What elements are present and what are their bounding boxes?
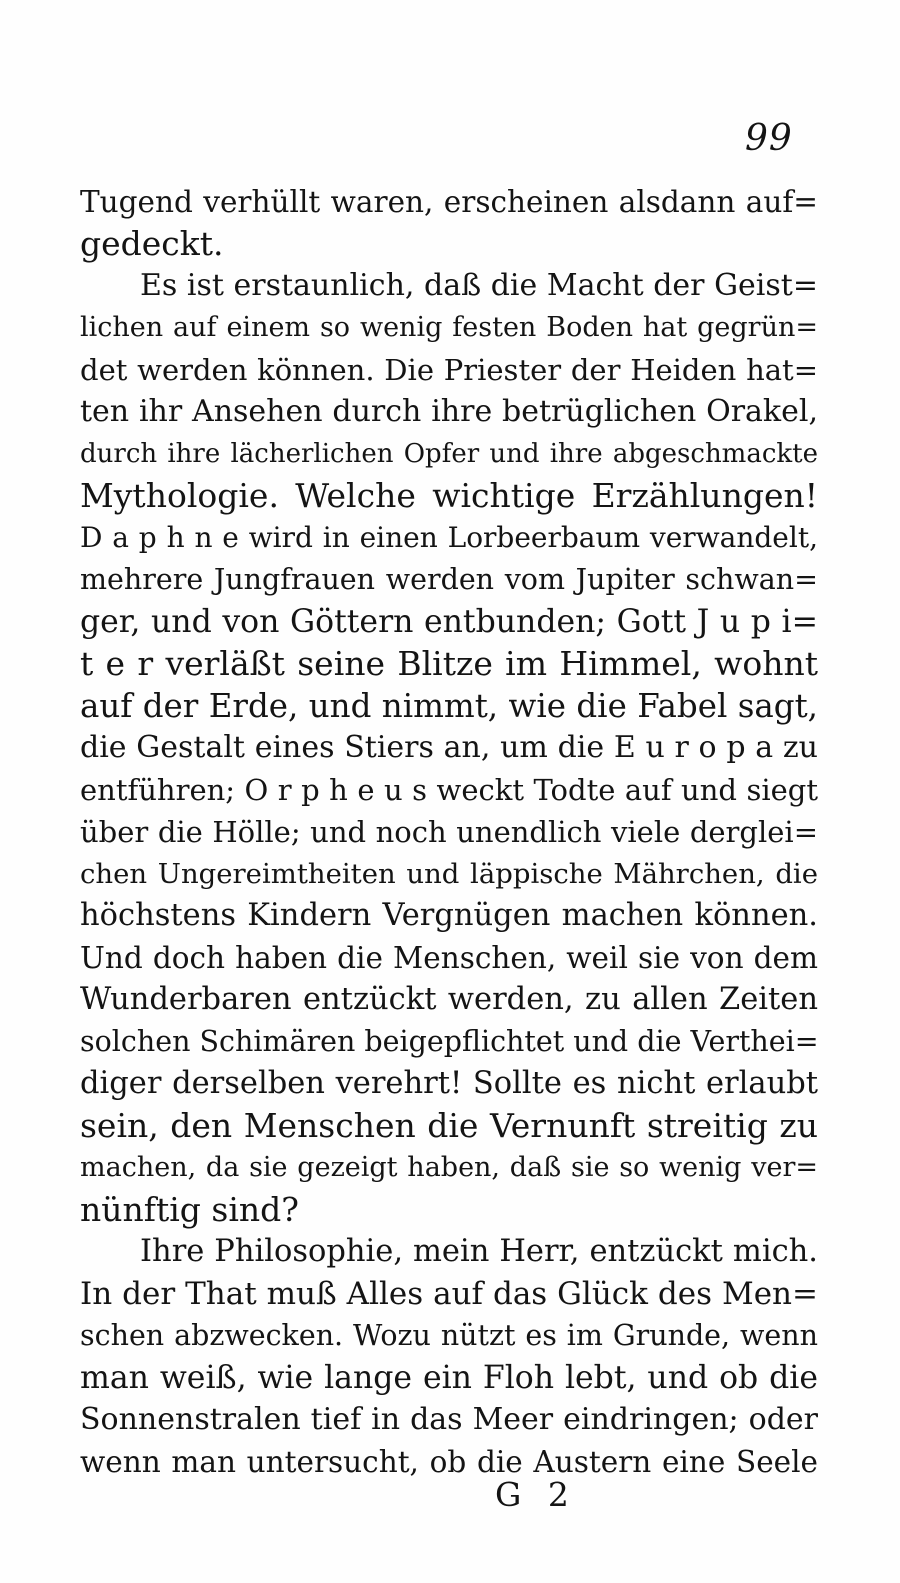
text-line: sein, den Menschen die Vernunft streitig zu: [80, 1106, 818, 1145]
text-line: auf der Erde, und nimmt, wie die Fabel sagt,: [80, 687, 818, 725]
text-line: solchen Schimären beigepflichtet und die Verthei=: [80, 1025, 819, 1058]
text-line: man weiß, wie lange ein Floh lebt, und ob die: [80, 1360, 818, 1396]
text-line: lichen auf einem so wenig festen Boden hat gegrün=: [80, 312, 818, 343]
text-line: entführen; O r p h e u s weckt Todte auf und siegt: [80, 773, 818, 807]
text-line: mehrere Jungfrauen werden vom Jupiter schwan=: [80, 563, 818, 596]
signature-mark: G 2: [495, 1475, 577, 1514]
paragraph-first-line: Es ist erstaunlich, daß die Macht der Geist=: [140, 268, 818, 303]
text-line: ger, und von Göttern entbunden; Gott J u p i=: [80, 604, 818, 640]
text-line: durch ihre lächerlichen Opfer und ihre abgeschmackte: [80, 439, 818, 469]
text-line: machen, da sie gezeigt haben, daß sie so wenig ver=: [80, 1152, 818, 1183]
text-line: D a p h n e wird in einen Lorbeerbaum verwandelt,: [80, 521, 818, 554]
text-line: wenn man untersucht, ob die Austern eine Seele: [80, 1445, 818, 1479]
text-line: Tugend verhüllt waren, erscheinen alsdann auf=: [80, 185, 818, 219]
paragraph-first-line: Ihre Philosophie, mein Herr, entzückt mich.: [140, 1234, 818, 1269]
text-line: chen Ungereimtheiten und läppische Mährchen, die: [80, 858, 818, 890]
text-line: die Gestalt eines Stiers an, um die E u r o p a zu: [80, 730, 818, 765]
page-number: 99: [745, 118, 793, 159]
text-line: höchstens Kindern Vergnügen machen können.: [80, 898, 818, 933]
text-line: nünftig sind?: [80, 1190, 299, 1229]
text-line: schen abzwecken. Wozu nützt es im Grunde, wenn: [80, 1319, 818, 1352]
text-line: Sonnenstralen tief in das Meer eindringen; oder: [80, 1402, 818, 1437]
text-line: diger derselben verehrt! Sollte es nicht erlaubt: [80, 1066, 818, 1101]
text-line: Wunderbaren entzückt werden, zu allen Zeiten: [80, 982, 818, 1017]
text-line: In der That muß Alles auf das Glück des Men=: [80, 1276, 818, 1312]
text-line: über die Hölle; und noch unendlich viele derglei=: [80, 815, 818, 849]
text-line: Und doch haben die Menschen, weil sie von dem: [80, 941, 818, 975]
text-line: det werden können. Die Priester der Heiden hat=: [80, 353, 818, 387]
text-line: Mythologie. Welche wichtige Erzählungen!: [80, 476, 818, 515]
text-line: gedeckt.: [80, 224, 224, 263]
text-line: ten ihr Ansehen durch ihre betrüglichen Orakel,: [80, 394, 818, 429]
text-line: t e r verläßt seine Blitze im Himmel, wohnt: [80, 644, 818, 683]
